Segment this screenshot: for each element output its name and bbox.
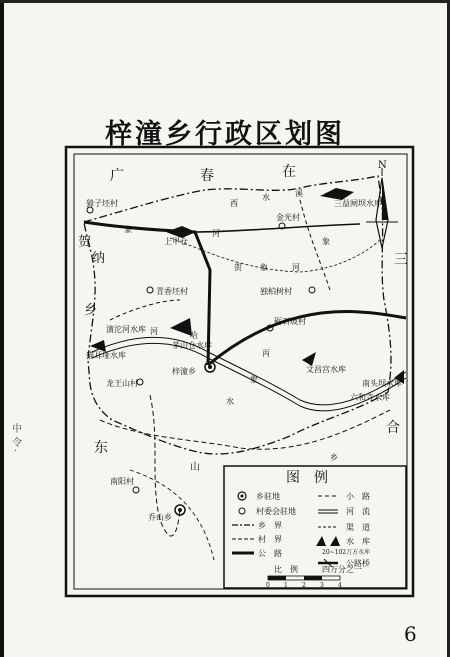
legend-item-right-4: 水 库 bbox=[346, 537, 370, 546]
path-southeast bbox=[100, 410, 390, 449]
place-shangzha: 上甲仓 bbox=[164, 237, 188, 246]
scale-bar-seg-3 bbox=[304, 576, 322, 580]
border-label-bottom-right: 合 bbox=[386, 420, 400, 436]
township-boundary bbox=[84, 176, 391, 454]
north-arrow-label: N bbox=[378, 160, 387, 171]
scale-tick-4: 4 bbox=[338, 582, 342, 589]
river-label-7: 象 bbox=[260, 263, 268, 272]
legend-item-right-1: 小 路 bbox=[346, 492, 370, 501]
river-north bbox=[170, 238, 380, 272]
margin-mark-3: · bbox=[14, 446, 18, 457]
legend-item-left-5: 公 路 bbox=[258, 549, 282, 558]
scale-tick-2: 2 bbox=[302, 582, 306, 589]
river-label-6: 贺 bbox=[234, 263, 242, 272]
seat-xiangshan-dot bbox=[178, 508, 182, 512]
legend-item-right-2: 河 流 bbox=[346, 507, 370, 516]
river-label-1: 西 bbox=[230, 199, 238, 208]
margin-mark-1: 中 bbox=[12, 424, 22, 435]
border-label-left-1: 贺 bbox=[78, 235, 92, 250]
path-southwest bbox=[130, 470, 214, 560]
legend-item-left-1: 乡驻地 bbox=[256, 492, 280, 501]
reservoir-wenchang bbox=[302, 352, 316, 366]
village-qingxiang bbox=[147, 287, 153, 293]
highway-east bbox=[208, 312, 406, 365]
village-nanyang bbox=[133, 487, 139, 493]
place-wenchang: 文昌宫水库 bbox=[306, 365, 346, 374]
legend-item-right-3: 渠 道 bbox=[346, 523, 370, 532]
river-label-15: 乡 bbox=[330, 453, 338, 462]
border-label-right-1: 三 bbox=[394, 252, 408, 268]
place-nanshan: 南头坝水库 bbox=[362, 379, 402, 388]
map-title: 梓潼乡行政区划图 bbox=[105, 119, 345, 150]
village-dubai bbox=[309, 287, 315, 293]
river-label-5: 河 bbox=[212, 229, 220, 238]
place-xiaoyuan: 砺石坡村 bbox=[274, 317, 306, 326]
legend-item-left-2: 村委会驻地 bbox=[256, 507, 296, 516]
place-xiangshan: 乔山乡 bbox=[148, 513, 172, 522]
place-wangyu: 潢沱河水库 bbox=[106, 325, 146, 334]
seat-zitong-dot bbox=[208, 365, 212, 369]
place-liuhe: 六和寺水库 bbox=[350, 393, 390, 402]
place-zitong: 梓潼乡 bbox=[172, 367, 196, 376]
river-label-11: 丙 bbox=[262, 349, 270, 358]
scale-tick-3: 3 bbox=[320, 582, 324, 589]
legend-title: 图 例 bbox=[286, 470, 328, 486]
place-nanyang: 南阳村 bbox=[110, 477, 134, 486]
border-label-bottom: 山 bbox=[190, 462, 200, 473]
place-jinguang: 金光村 bbox=[276, 213, 300, 222]
border-label-left-2: 纳 bbox=[92, 251, 106, 266]
legend-item-left-4: 村 界 bbox=[258, 535, 282, 544]
river-label-12: 象 bbox=[250, 375, 258, 384]
legend-item-left-3: 乡 界 bbox=[258, 521, 282, 530]
place-qingxiang: 青香坯村 bbox=[156, 287, 188, 296]
path-west bbox=[110, 300, 180, 320]
legend-sym-seat-dot bbox=[241, 495, 244, 498]
place-dubai: 独柏树村 bbox=[260, 287, 292, 296]
river-label-2: 水 bbox=[262, 193, 270, 202]
scale-tick-1: 1 bbox=[284, 582, 288, 589]
scale-bar-seg-1 bbox=[268, 576, 286, 580]
river-label-9: 哈 bbox=[190, 331, 198, 340]
legend-scale-text: 四万分之一 bbox=[322, 565, 362, 574]
river-label-8: 河 bbox=[292, 263, 300, 272]
border-label-bottom-left: 东 bbox=[94, 440, 108, 456]
river-label-4: 象 bbox=[124, 225, 132, 234]
river-label-14: 象 bbox=[322, 237, 330, 246]
place-zhangzi: 獐子坯村 bbox=[86, 199, 118, 208]
page-number: 6 bbox=[404, 622, 417, 646]
legend-scale-label: 比 例 bbox=[274, 565, 298, 574]
scale-tick-0: 0 bbox=[266, 582, 270, 589]
border-label-top-1: 广 bbox=[110, 168, 124, 184]
place-sanyi: 三益闸坝水库 bbox=[334, 199, 382, 208]
place-mowu: 猫耳垭水库 bbox=[86, 351, 126, 360]
river-label-13: 水 bbox=[226, 397, 234, 406]
place-longwang: 龙王山村 bbox=[106, 379, 138, 388]
border-label-top-3: 在 bbox=[282, 164, 296, 180]
margin-mark-2: 令 bbox=[12, 438, 22, 449]
legend-item-right-5: 公路桥 bbox=[346, 559, 370, 568]
place-maoshan: 茅山仓水库 bbox=[172, 341, 212, 350]
legend-reservoir-note: 20~102万方水库 bbox=[322, 549, 371, 556]
border-label-left-3: 乡 bbox=[84, 303, 98, 318]
reservoir-wangyu bbox=[170, 318, 192, 336]
river-label-3: 溪 bbox=[295, 189, 303, 198]
border-label-top-2: 春 bbox=[200, 168, 214, 184]
river-label-10: 河 bbox=[150, 327, 158, 336]
